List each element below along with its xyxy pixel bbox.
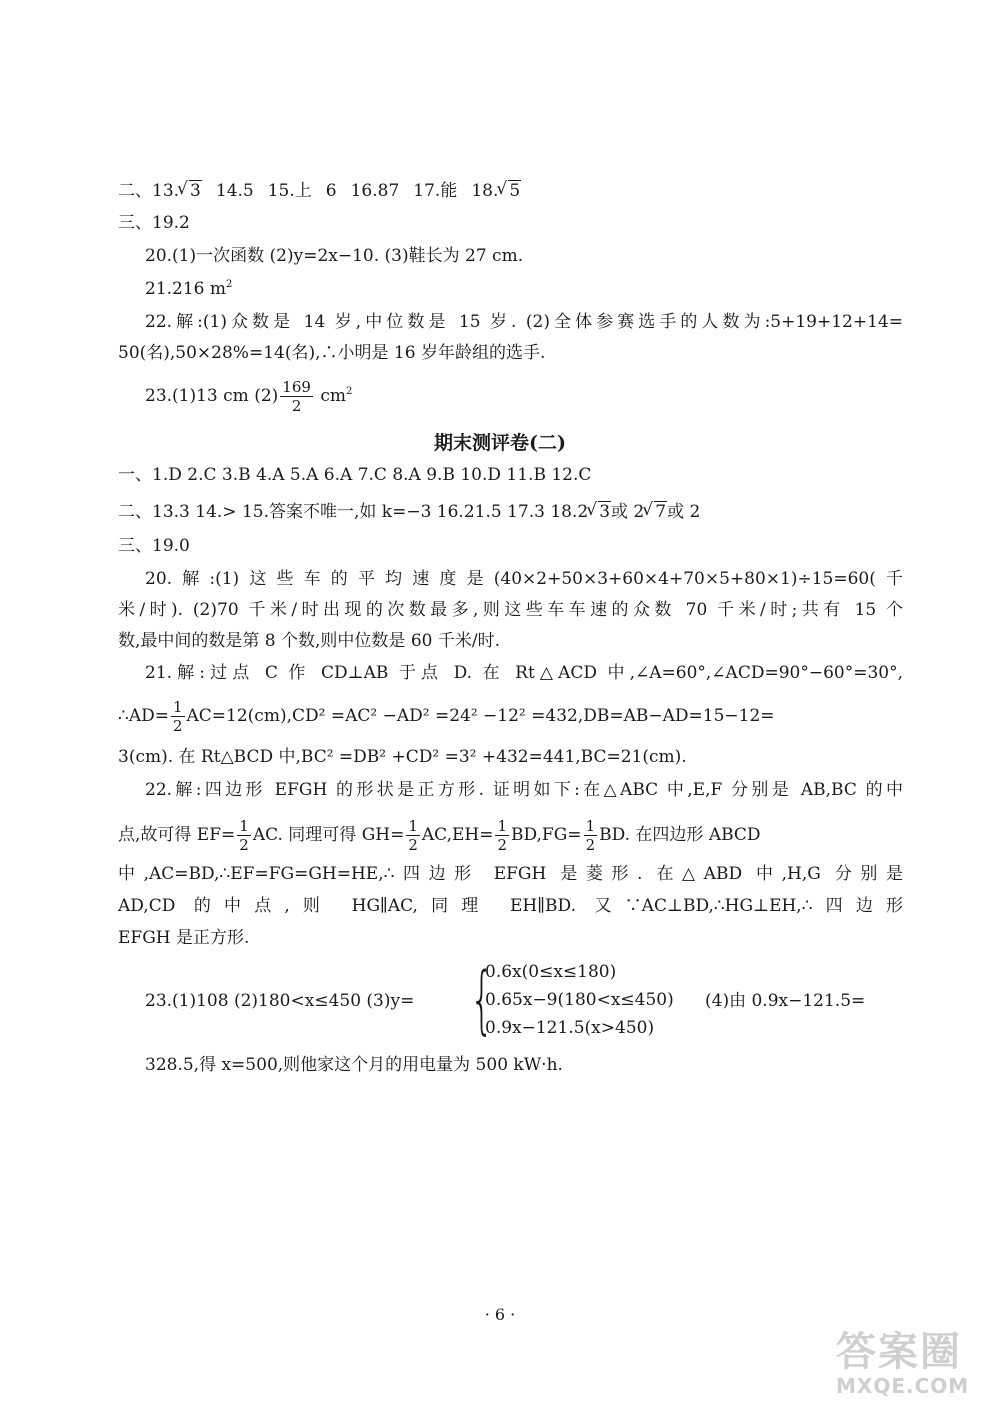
answer-q23-part2-left: 23.(1)108 (2)180<x≤450 (3)y= xyxy=(145,991,415,1011)
denominator: 2 xyxy=(497,836,508,854)
answer-q23-part2-line2: 328.5,得 x=500,则他家这个月的用电量为 500 kW·h. xyxy=(145,1055,563,1075)
answer-q21-part2-line2 xyxy=(118,698,775,735)
watermark-logo xyxy=(836,1330,986,1406)
denominator: 2 xyxy=(585,836,596,854)
answer-q22-part2-line1: 22.解:四边形 EFGH 的形状是正方形. 证明如下:在△ABC 中,E,F 分别是 AB,BC 的中 xyxy=(145,780,903,800)
answer-q20-part2-line1: 20.解:(1)这些车的平均速度是(40×2+50×3+60×4+70×5+80×1)÷15=60(千 xyxy=(145,569,903,589)
q21-text: 21.216 m xyxy=(145,279,227,299)
numerator: 1 xyxy=(172,698,183,716)
radicand: 5 xyxy=(509,181,521,201)
watermark-main: 答案圈 xyxy=(836,1329,962,1375)
numerator: 1 xyxy=(497,817,508,835)
answer-q23-part2-right: (4)由 0.9x−121.5= xyxy=(705,991,866,1011)
q22-2b: AC. 同理可得 GH= xyxy=(252,825,405,845)
answer-q22-part2-line4: AD,CD 的中点,则 HG∥AC,同理 EH∥BD. 又∵AC⊥BD,∴HG⊥EH,∴四边形 xyxy=(118,896,903,916)
answer-q20-part1: 20.(1)一次函数 (2)y=2x−10. (3)鞋长为 27 cm. xyxy=(145,246,524,266)
q22-2d: BD,FG= xyxy=(511,825,582,845)
section-title: 期末测评卷(二) xyxy=(434,432,566,454)
fraction-169-2 xyxy=(280,378,313,415)
answer-q22-part2-line3: 中,AC=BD,∴EF=FG=GH=HE,∴四边形 EFGH 是菱形. 在△ABD 中,H,G 分别是 xyxy=(118,864,903,884)
case-1: 0.6x(0≤x≤180) xyxy=(485,962,617,982)
answer-q22-part1-line1: 22.解:(1)众数是 14 岁,中位数是 15 岁. (2)全体参赛选手的人数为:5+19+12+14= xyxy=(145,312,903,332)
or-text: 或 2 xyxy=(611,502,645,522)
left-brace: { xyxy=(470,957,494,1043)
answer-q22-part1-line2: 50(名),50×28%=14(名),∴小明是 16 岁年龄组的选手. xyxy=(118,343,546,363)
fraction-half-4 xyxy=(584,817,598,854)
radicand: 3 xyxy=(190,181,201,201)
label: 二、13. xyxy=(118,181,180,201)
sqrt-3b xyxy=(588,499,611,525)
unit-sup: 2 xyxy=(345,386,353,397)
sqrt-7 xyxy=(644,499,667,525)
answer-q20-part2-line3: 数,最中间的数是第 8 个数,则中位数是 60 千米/时. xyxy=(118,631,501,651)
denominator: 2 xyxy=(408,836,418,854)
radicand: 7 xyxy=(655,502,667,522)
fraction-1-2 xyxy=(171,698,185,735)
answer-q21-part1 xyxy=(145,276,232,302)
numerator: 1 xyxy=(239,817,249,835)
fraction-half-1 xyxy=(237,817,251,854)
sqrt-5 xyxy=(498,178,521,204)
or-text-2: 或 2 xyxy=(667,502,701,522)
answer-line-section-san-1: 三、19.2 xyxy=(118,213,190,233)
q21-2a: ∴AD= xyxy=(118,706,169,726)
numerator: 1 xyxy=(408,817,418,835)
answer-q21-part2-line1: 21.解:过点 C 作 CD⊥AB 于点 D. 在 Rt△ACD 中,∠A=60°,∠ACD=90°−60°=30°, xyxy=(145,663,903,683)
answer-q22-part2-line2 xyxy=(118,817,761,854)
answer-line-section-yi: 一、1.D 2.C 3.B 4.A 5.A 6.A 7.C 8.A 9.B 10.D 11.B 12.C xyxy=(118,465,592,485)
radicand: 3 xyxy=(599,502,611,522)
answer-line-section-er-1 xyxy=(118,178,521,204)
fraction-half-2 xyxy=(406,817,420,854)
numerator: 1 xyxy=(585,817,596,835)
q23-text: 23.(1)13 cm (2) xyxy=(145,386,279,406)
case-3: 0.9x−121.5(x>450) xyxy=(485,1018,655,1038)
denominator: 2 xyxy=(291,397,302,415)
answer-q22-part2-line5: EFGH 是正方形. xyxy=(118,928,250,948)
fraction-half-3 xyxy=(495,817,509,854)
q22-2c: AC,EH= xyxy=(421,825,494,845)
q22-2e: BD. 在四边形 ABCD xyxy=(599,825,761,845)
item-16: 16.87 xyxy=(350,181,400,201)
denominator: 2 xyxy=(239,836,249,854)
answer-line-section-er-2 xyxy=(118,499,700,525)
page-number: · 6 · xyxy=(484,1305,516,1324)
unit: cm xyxy=(320,386,346,406)
q21-sup: 2 xyxy=(226,279,233,290)
answer-line-section-san-2: 三、19.0 xyxy=(118,536,190,556)
answer-q21-part2-line3: 3(cm). 在 Rt△BCD 中,BC² =DB² +CD² =3² +432=441,BC=21(cm). xyxy=(118,747,687,767)
denominator: 2 xyxy=(172,717,183,735)
case-2: 0.65x−9(180<x≤450) xyxy=(485,990,674,1010)
piecewise-cases xyxy=(485,958,674,1042)
section-er-2-text: 二、13.3 14.> 15.答案不唯一,如 k=−3 16.21.5 17.3 18.2 xyxy=(118,502,589,522)
item-14: 14.5 xyxy=(215,181,254,201)
item-15: 15.上 xyxy=(267,181,312,201)
numerator: 169 xyxy=(282,378,311,396)
item-17: 17.能 xyxy=(413,181,458,201)
answer-q20-part2-line2: 米/时). (2)70 千米/时出现的次数最多,则这些车车速的众数 70 千米/时;共有 15 个 xyxy=(118,600,903,620)
q22-2a: 点,故可得 EF= xyxy=(118,825,236,845)
q21-2b: AC=12(cm),CD² =AC² −AD² =24² −12² =432,DB=AB−AD=15−12= xyxy=(186,706,775,726)
item-15b: 6 xyxy=(325,181,337,201)
watermark-sub: MXQE.COM xyxy=(836,1374,970,1398)
sqrt-3 xyxy=(179,178,202,204)
answer-q23-part1 xyxy=(145,378,352,415)
item-18: 18. xyxy=(471,181,499,201)
